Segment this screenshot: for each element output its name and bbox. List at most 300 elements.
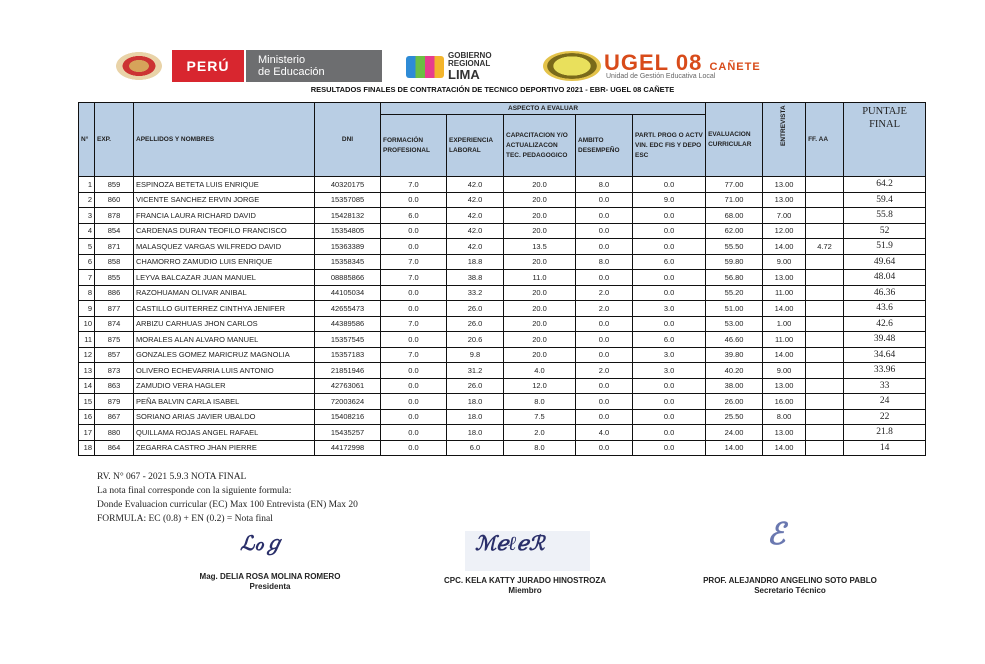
exp-cell: 880 xyxy=(95,425,134,441)
table-row xyxy=(79,270,926,286)
evaluacion-cell: 51.00 xyxy=(706,301,763,317)
entrevista-cell: 13.00 xyxy=(763,378,806,394)
capacitacion-cell: 12.0 xyxy=(504,378,576,394)
parti-cell: 6.0 xyxy=(633,332,706,348)
formacion-cell: 0.0 xyxy=(381,440,447,456)
signature-presidenta xyxy=(170,531,370,592)
evaluacion-cell: 55.20 xyxy=(706,285,763,301)
ambito-cell: 0.0 xyxy=(576,270,633,286)
parti-cell: 0.0 xyxy=(633,409,706,425)
formacion-cell: 7.0 xyxy=(381,316,447,332)
table-row xyxy=(79,285,926,301)
entrevista-cell: 13.00 xyxy=(763,270,806,286)
name-cell: CARDENAS DURAN TEOFILO FRANCISCO xyxy=(134,223,315,239)
row-number: 16 xyxy=(79,409,95,425)
parti-cell: 6.0 xyxy=(633,254,706,270)
table-row xyxy=(79,208,926,224)
exp-cell: 859 xyxy=(95,177,134,193)
puntaje-cell: 49.64 xyxy=(844,254,926,270)
puntaje-cell: 22 xyxy=(844,409,926,425)
puntaje-cell: 52 xyxy=(844,223,926,239)
entrevista-cell: 8.00 xyxy=(763,409,806,425)
table-row xyxy=(79,394,926,410)
capacitacion-cell: 20.0 xyxy=(504,285,576,301)
signature-scribble-icon: ℒℴℊ xyxy=(240,531,284,555)
evaluacion-cell: 46.60 xyxy=(706,332,763,348)
row-number: 11 xyxy=(79,332,95,348)
minedu-logo xyxy=(246,50,382,82)
header-ffaa: FF. AA xyxy=(806,103,844,177)
exp-cell: 886 xyxy=(95,285,134,301)
gobierno-regional-logo xyxy=(448,52,508,81)
gore-line3: LIMA xyxy=(448,67,480,82)
table-row xyxy=(79,223,926,239)
capacitacion-cell: 20.0 xyxy=(504,254,576,270)
ambito-cell: 0.0 xyxy=(576,409,633,425)
capacitacion-cell: 20.0 xyxy=(504,301,576,317)
header-capacitacion: CAPACITACION Y/O ACTUALIZACON TEC. PEDAGOGICO xyxy=(504,115,576,177)
signature-secretario xyxy=(675,517,905,596)
formacion-cell: 6.0 xyxy=(381,208,447,224)
formacion-cell: 0.0 xyxy=(381,223,447,239)
note-formula-intro: La nota final corresponde con la siguiente formula: xyxy=(97,486,292,496)
experiencia-cell: 26.0 xyxy=(447,301,504,317)
evaluacion-cell: 59.80 xyxy=(706,254,763,270)
experiencia-cell: 6.0 xyxy=(447,440,504,456)
capacitacion-cell: 13.5 xyxy=(504,239,576,255)
row-number: 13 xyxy=(79,363,95,379)
experiencia-cell: 26.0 xyxy=(447,378,504,394)
peru-logo-text: PERÚ xyxy=(186,58,230,74)
exp-cell: 854 xyxy=(95,223,134,239)
row-number: 15 xyxy=(79,394,95,410)
experiencia-cell: 20.6 xyxy=(447,332,504,348)
puntaje-cell: 24 xyxy=(844,394,926,410)
evaluacion-cell: 71.00 xyxy=(706,192,763,208)
ambito-cell: 2.0 xyxy=(576,363,633,379)
dni-cell: 42763061 xyxy=(315,378,381,394)
name-cell: QUILLAMA ROJAS ANGEL RAFAEL xyxy=(134,425,315,441)
table-row xyxy=(79,177,926,193)
dni-cell: 72003624 xyxy=(315,394,381,410)
evaluacion-cell: 77.00 xyxy=(706,177,763,193)
table-row xyxy=(79,440,926,456)
puntaje-cell: 33 xyxy=(844,378,926,394)
ffaa-cell xyxy=(806,394,844,410)
row-number: 7 xyxy=(79,270,95,286)
ugel-title-text: UGEL 08 xyxy=(604,50,703,75)
exp-cell: 855 xyxy=(95,270,134,286)
puntaje-cell: 48.04 xyxy=(844,270,926,286)
dni-cell: 21851946 xyxy=(315,363,381,379)
capacitacion-cell: 7.5 xyxy=(504,409,576,425)
dni-cell: 44389586 xyxy=(315,316,381,332)
table-row xyxy=(79,409,926,425)
formacion-cell: 0.0 xyxy=(381,409,447,425)
ffaa-cell xyxy=(806,316,844,332)
row-number: 5 xyxy=(79,239,95,255)
header-evaluacion: EVALUACION CURRICULAR xyxy=(706,103,763,177)
puntaje-cell: 42.6 xyxy=(844,316,926,332)
dni-cell: 08885866 xyxy=(315,270,381,286)
experiencia-cell: 18.0 xyxy=(447,425,504,441)
parti-cell: 0.0 xyxy=(633,177,706,193)
entrevista-cell: 13.00 xyxy=(763,192,806,208)
exp-cell: 874 xyxy=(95,316,134,332)
parti-cell: 0.0 xyxy=(633,285,706,301)
ffaa-cell xyxy=(806,363,844,379)
puntaje-cell: 59.4 xyxy=(844,192,926,208)
name-cell: OLIVERO ECHEVARRIA LUIS ANTONIO xyxy=(134,363,315,379)
exp-cell: 864 xyxy=(95,440,134,456)
dni-cell: 44172998 xyxy=(315,440,381,456)
signature-miembro xyxy=(420,531,630,596)
capacitacion-cell: 20.0 xyxy=(504,316,576,332)
name-cell: MORALES ALAN ALVARO MANUEL xyxy=(134,332,315,348)
signature-scribble-icon: ℳℯℓℯℛ xyxy=(475,531,545,555)
dni-cell: 15358345 xyxy=(315,254,381,270)
parti-cell: 3.0 xyxy=(633,363,706,379)
experiencia-cell: 18.0 xyxy=(447,409,504,425)
experiencia-cell: 38.8 xyxy=(447,270,504,286)
ambito-cell: 4.0 xyxy=(576,425,633,441)
parti-cell: 3.0 xyxy=(633,301,706,317)
formacion-cell: 0.0 xyxy=(381,332,447,348)
ambito-cell: 2.0 xyxy=(576,301,633,317)
ffaa-cell xyxy=(806,440,844,456)
capacitacion-cell: 8.0 xyxy=(504,394,576,410)
puntaje-cell: 55.8 xyxy=(844,208,926,224)
entrevista-cell: 14.00 xyxy=(763,440,806,456)
ambito-cell: 0.0 xyxy=(576,347,633,363)
evaluacion-cell: 25.50 xyxy=(706,409,763,425)
evaluacion-cell: 38.00 xyxy=(706,378,763,394)
dni-cell: 44105034 xyxy=(315,285,381,301)
evaluacion-cell: 53.00 xyxy=(706,316,763,332)
signature-name: PROF. ALEJANDRO ANGELINO SOTO PABLO xyxy=(703,576,877,585)
name-cell: SORIANO ARIAS JAVIER UBALDO xyxy=(134,409,315,425)
dni-cell: 15428132 xyxy=(315,208,381,224)
experiencia-cell: 33.2 xyxy=(447,285,504,301)
minedu-line2: de Educación xyxy=(258,66,325,78)
header-ambito: AMBITO DESEMPEÑO xyxy=(576,115,633,177)
ffaa-cell xyxy=(806,425,844,441)
formacion-cell: 0.0 xyxy=(381,378,447,394)
parti-cell: 9.0 xyxy=(633,192,706,208)
parti-cell: 3.0 xyxy=(633,347,706,363)
parti-cell: 0.0 xyxy=(633,208,706,224)
signature-role: Miembro xyxy=(508,586,542,595)
parti-cell: 0.0 xyxy=(633,394,706,410)
evaluacion-cell: 40.20 xyxy=(706,363,763,379)
ffaa-cell xyxy=(806,409,844,425)
puntaje-cell: 46.36 xyxy=(844,285,926,301)
ffaa-cell xyxy=(806,270,844,286)
table-row xyxy=(79,332,926,348)
signature-name: CPC. KELA KATTY JURADO HINOSTROZA xyxy=(443,576,607,585)
parti-cell: 0.0 xyxy=(633,440,706,456)
ambito-cell: 0.0 xyxy=(576,208,633,224)
puntaje-cell: 39.48 xyxy=(844,332,926,348)
evaluacion-cell: 68.00 xyxy=(706,208,763,224)
note-formula: FORMULA: EC (0.8) + EN (0.2) = Nota final xyxy=(97,514,273,524)
formacion-cell: 0.0 xyxy=(381,192,447,208)
ffaa-cell xyxy=(806,208,844,224)
row-number: 10 xyxy=(79,316,95,332)
results-table-body xyxy=(79,177,926,456)
capacitacion-cell: 20.0 xyxy=(504,177,576,193)
capacitacion-cell: 2.0 xyxy=(504,425,576,441)
row-number: 6 xyxy=(79,254,95,270)
dni-cell: 15357085 xyxy=(315,192,381,208)
dni-cell: 15363389 xyxy=(315,239,381,255)
row-number: 3 xyxy=(79,208,95,224)
minedu-line1: Ministerio xyxy=(258,54,306,66)
evaluacion-cell: 14.00 xyxy=(706,440,763,456)
evaluacion-cell: 39.80 xyxy=(706,347,763,363)
puntaje-cell: 64.2 xyxy=(844,177,926,193)
entrevista-cell: 13.00 xyxy=(763,425,806,441)
table-row xyxy=(79,425,926,441)
capacitacion-cell: 20.0 xyxy=(504,192,576,208)
table-row xyxy=(79,347,926,363)
capacitacion-cell: 20.0 xyxy=(504,347,576,363)
formacion-cell: 0.0 xyxy=(381,285,447,301)
header-entrevista xyxy=(763,103,806,177)
ffaa-cell xyxy=(806,285,844,301)
ambito-cell: 0.0 xyxy=(576,223,633,239)
table-row xyxy=(79,254,926,270)
puntaje-cell: 51.9 xyxy=(844,239,926,255)
dni-cell: 40320175 xyxy=(315,177,381,193)
peru-coat-of-arms-icon xyxy=(116,52,162,80)
ambito-cell: 0.0 xyxy=(576,332,633,348)
experiencia-cell: 26.0 xyxy=(447,316,504,332)
name-cell: ESPINOZA BETETA LUIS ENRIQUE xyxy=(134,177,315,193)
note-definitions: Donde Evaluacion curricular (EC) Max 100 Entrevista (EN) Max 20 xyxy=(97,500,358,510)
name-cell: ARBIZU CARHUAS JHON CARLOS xyxy=(134,316,315,332)
ugel-seal-icon xyxy=(543,51,601,81)
exp-cell: 871 xyxy=(95,239,134,255)
entrevista-cell: 14.00 xyxy=(763,347,806,363)
formacion-cell: 0.0 xyxy=(381,239,447,255)
row-number: 8 xyxy=(79,285,95,301)
entrevista-cell: 11.00 xyxy=(763,332,806,348)
experiencia-cell: 42.0 xyxy=(447,208,504,224)
entrevista-cell: 1.00 xyxy=(763,316,806,332)
table-row xyxy=(79,192,926,208)
gobierno-regional-icon xyxy=(406,56,444,78)
signature-name: Mag. DELIA ROSA MOLINA ROMERO xyxy=(199,572,341,581)
puntaje-cell: 14 xyxy=(844,440,926,456)
experiencia-cell: 31.2 xyxy=(447,363,504,379)
ugel-subtitle: Unidad de Gestión Educativa Local xyxy=(606,73,716,80)
ambito-cell: 2.0 xyxy=(576,285,633,301)
exp-cell: 858 xyxy=(95,254,134,270)
row-number: 14 xyxy=(79,378,95,394)
capacitacion-cell: 11.0 xyxy=(504,270,576,286)
evaluacion-cell: 62.00 xyxy=(706,223,763,239)
entrevista-cell: 12.00 xyxy=(763,223,806,239)
entrevista-cell: 7.00 xyxy=(763,208,806,224)
header-dni: DNI xyxy=(315,103,381,177)
experiencia-cell: 18.8 xyxy=(447,254,504,270)
header-parti: PARTI. PROG O ACTV VIN. EDC FIS Y DEPO ESC xyxy=(633,115,706,177)
ugel-suffix: CAÑETE xyxy=(709,61,761,73)
table-row xyxy=(79,239,926,255)
header-aspecto-a-evaluar: ASPECTO A EVALUAR xyxy=(381,103,706,115)
parti-cell: 0.0 xyxy=(633,378,706,394)
exp-cell: 863 xyxy=(95,378,134,394)
gore-line1: GOBIERNO xyxy=(448,51,492,60)
evaluacion-cell: 24.00 xyxy=(706,425,763,441)
header-exp: EXP. xyxy=(95,103,134,177)
ffaa-cell xyxy=(806,254,844,270)
ffaa-cell xyxy=(806,192,844,208)
evaluacion-cell: 26.00 xyxy=(706,394,763,410)
ambito-cell: 0.0 xyxy=(576,440,633,456)
experiencia-cell: 9.8 xyxy=(447,347,504,363)
results-table xyxy=(78,102,926,456)
name-cell: GONZALES GOMEZ MARICRUZ MAGNOLIA xyxy=(134,347,315,363)
ambito-cell: 0.0 xyxy=(576,239,633,255)
entrevista-cell: 14.00 xyxy=(763,239,806,255)
ffaa-cell xyxy=(806,378,844,394)
ambito-cell: 0.0 xyxy=(576,378,633,394)
evaluacion-cell: 56.80 xyxy=(706,270,763,286)
ambito-cell: 8.0 xyxy=(576,254,633,270)
signature-role: Presidenta xyxy=(249,582,291,591)
note-resolution: RV. N° 067 - 2021 5.9.3 NOTA FINAL xyxy=(97,472,247,482)
header-logos xyxy=(0,48,985,84)
experiencia-cell: 42.0 xyxy=(447,223,504,239)
name-cell: RAZOHUAMAN OLIVAR ANIBAL xyxy=(134,285,315,301)
experiencia-cell: 42.0 xyxy=(447,192,504,208)
name-cell: CASTILLO GUITERREZ CINTHYA JENIFER xyxy=(134,301,315,317)
header-experiencia: EXPERIENCIA LABORAL xyxy=(447,115,504,177)
notes xyxy=(97,470,358,526)
ambito-cell: 0.0 xyxy=(576,192,633,208)
dni-cell: 15357183 xyxy=(315,347,381,363)
header-formacion: FORMACIÓN PROFESIONAL xyxy=(381,115,447,177)
table-row xyxy=(79,363,926,379)
exp-cell: 857 xyxy=(95,347,134,363)
name-cell: ZEGARRA CASTRO JHAN PIERRE xyxy=(134,440,315,456)
signature-scribble-icon: ℰ xyxy=(767,517,786,552)
experiencia-cell: 42.0 xyxy=(447,177,504,193)
name-cell: FRANCIA LAURA RICHARD DAVID xyxy=(134,208,315,224)
formacion-cell: 7.0 xyxy=(381,270,447,286)
formacion-cell: 0.0 xyxy=(381,394,447,410)
entrevista-cell: 14.00 xyxy=(763,301,806,317)
exp-cell: 878 xyxy=(95,208,134,224)
dni-cell: 15408216 xyxy=(315,409,381,425)
table-row xyxy=(79,301,926,317)
header-name: APELLIDOS Y NOMBRES xyxy=(134,103,315,177)
dni-cell: 42655473 xyxy=(315,301,381,317)
ffaa-cell: 4.72 xyxy=(806,239,844,255)
capacitacion-cell: 20.0 xyxy=(504,332,576,348)
puntaje-cell: 34.64 xyxy=(844,347,926,363)
capacitacion-cell: 20.0 xyxy=(504,223,576,239)
capacitacion-cell: 8.0 xyxy=(504,440,576,456)
experiencia-cell: 18.0 xyxy=(447,394,504,410)
header-puntaje: PUNTAJE FINAL xyxy=(844,103,926,177)
row-number: 9 xyxy=(79,301,95,317)
name-cell: LEYVA BALCAZAR JUAN MANUEL xyxy=(134,270,315,286)
header-entrevista-text: ENTREVISTA xyxy=(780,104,788,146)
exp-cell: 877 xyxy=(95,301,134,317)
table-row xyxy=(79,378,926,394)
document-title: RESULTADOS FINALES DE CONTRATACIÓN DE TECNICO DEPORTIVO 2021 - EBR- UGEL 08 CAÑETE xyxy=(310,85,675,94)
parti-cell: 0.0 xyxy=(633,316,706,332)
parti-cell: 0.0 xyxy=(633,270,706,286)
formacion-cell: 7.0 xyxy=(381,177,447,193)
puntaje-cell: 43.6 xyxy=(844,301,926,317)
name-cell: ZAMUDIO VERA HAGLER xyxy=(134,378,315,394)
peru-logo xyxy=(172,50,244,82)
gore-line2: REGIONAL xyxy=(448,59,491,68)
formacion-cell: 7.0 xyxy=(381,347,447,363)
entrevista-cell: 11.00 xyxy=(763,285,806,301)
name-cell: PEÑA BALVIN CARLA ISABEL xyxy=(134,394,315,410)
name-cell: CHAMORRO ZAMUDIO LUIS ENRIQUE xyxy=(134,254,315,270)
row-number: 4 xyxy=(79,223,95,239)
ambito-cell: 0.0 xyxy=(576,316,633,332)
exp-cell: 875 xyxy=(95,332,134,348)
ffaa-cell xyxy=(806,347,844,363)
parti-cell: 0.0 xyxy=(633,425,706,441)
capacitacion-cell: 20.0 xyxy=(504,208,576,224)
puntaje-cell: 33.96 xyxy=(844,363,926,379)
formacion-cell: 0.0 xyxy=(381,425,447,441)
exp-cell: 867 xyxy=(95,409,134,425)
entrevista-cell: 13.00 xyxy=(763,177,806,193)
row-number: 2 xyxy=(79,192,95,208)
row-number: 17 xyxy=(79,425,95,441)
exp-cell: 873 xyxy=(95,363,134,379)
dni-cell: 15354805 xyxy=(315,223,381,239)
ffaa-cell xyxy=(806,332,844,348)
ffaa-cell xyxy=(806,223,844,239)
dni-cell: 15435257 xyxy=(315,425,381,441)
entrevista-cell: 9.00 xyxy=(763,363,806,379)
exp-cell: 879 xyxy=(95,394,134,410)
capacitacion-cell: 4.0 xyxy=(504,363,576,379)
entrevista-cell: 16.00 xyxy=(763,394,806,410)
signature-role: Secretario Técnico xyxy=(754,586,826,595)
name-cell: MALASQUEZ VARGAS WILFREDO DAVID xyxy=(134,239,315,255)
table-row xyxy=(79,316,926,332)
ambito-cell: 8.0 xyxy=(576,177,633,193)
evaluacion-cell: 55.50 xyxy=(706,239,763,255)
formacion-cell: 7.0 xyxy=(381,254,447,270)
puntaje-cell: 21.8 xyxy=(844,425,926,441)
row-number: 18 xyxy=(79,440,95,456)
name-cell: VICENTE SANCHEZ ERVIN JORGE xyxy=(134,192,315,208)
ambito-cell: 0.0 xyxy=(576,394,633,410)
row-number: 1 xyxy=(79,177,95,193)
formacion-cell: 0.0 xyxy=(381,301,447,317)
header-num: N° xyxy=(79,103,95,177)
row-number: 12 xyxy=(79,347,95,363)
dni-cell: 15357545 xyxy=(315,332,381,348)
exp-cell: 860 xyxy=(95,192,134,208)
ffaa-cell xyxy=(806,301,844,317)
parti-cell: 0.0 xyxy=(633,223,706,239)
entrevista-cell: 9.00 xyxy=(763,254,806,270)
ffaa-cell xyxy=(806,177,844,193)
